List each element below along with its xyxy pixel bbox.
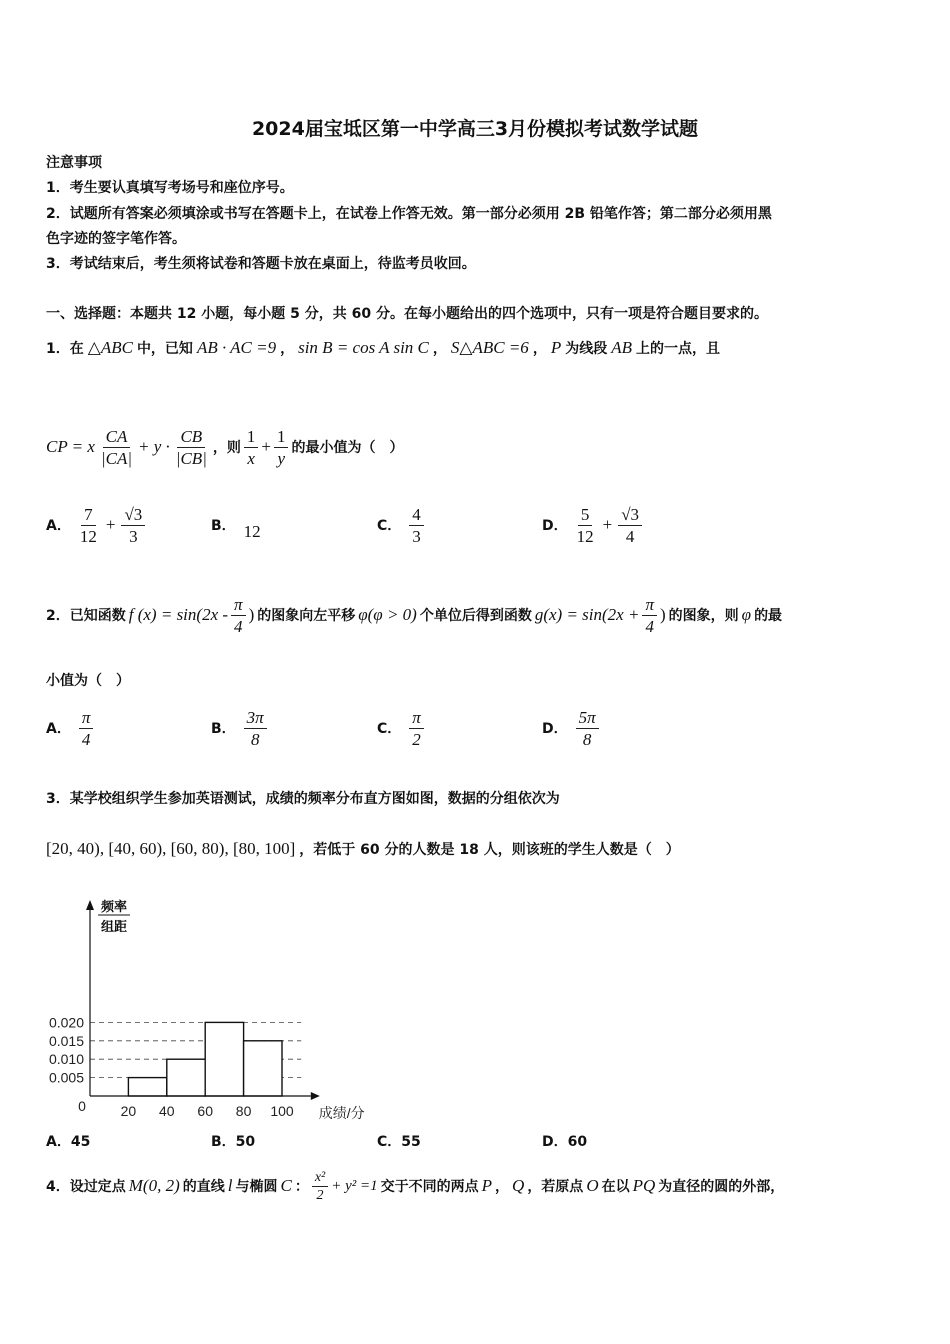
q1-unit-cb: $\frac{CB}{|CB|}$ (175, 426, 207, 468)
x-tick-label-40: 40 (159, 1103, 175, 1119)
q4-line-l: l (227, 1176, 233, 1195)
q1-option-a[interactable]: A． $\frac{7}{12}$ + $\frac{√3}{3}$ (46, 500, 145, 550)
q2-pi-over-4-b: $\frac{\pi}{4}$ (642, 594, 657, 637)
q1-text-5: 的最小值为（ ） (291, 440, 404, 456)
q4-text-2: 与椭圆 (235, 1179, 278, 1195)
q2-stem-line2: 小值为（ ） (46, 673, 130, 689)
q4-point-q: Q (512, 1176, 525, 1195)
q1-plus-y: + y · (138, 437, 170, 456)
notice-item-2: 2．试题所有答案必须填涂或书写在答题卡上，在试卷上作答无效。第一部分必须用 2B 铅笔作答；第二部分必须用黑 (46, 206, 772, 222)
q1-sine-relation: sin B = cos A sin C (298, 338, 429, 357)
y-tick-label-0.005: 0.005 (48, 1069, 84, 1086)
q4-ellipse-c: C (280, 1176, 292, 1195)
y-tick-label-0.015: 0.015 (48, 1032, 84, 1049)
q2-number: 2．已知函数 (46, 608, 126, 624)
q1-area: S△ABC =6 (450, 338, 529, 357)
q4-text-5: 在以 (601, 1179, 630, 1195)
q3-option-a[interactable]: A．45 (46, 1134, 91, 1150)
q3-text-2: ，若低于 60 分的人数是 18 人，则该班的学生人数是（ ） (299, 842, 680, 858)
q2-pi-over-4-a: $\frac{\pi}{4}$ (231, 594, 246, 637)
q4-segment-pq: PQ (632, 1176, 656, 1195)
q2-option-d[interactable]: D． $\frac{5\pi}{8}$ (542, 704, 599, 752)
q2-option-c[interactable]: C． $\frac{\pi}{2}$ (377, 704, 424, 752)
notice-heading: 注意事项 (46, 155, 102, 171)
y-tick-label-0.020: 0.020 (48, 1014, 84, 1031)
x-axis-arrow (311, 1092, 320, 1100)
x-tick-label-60: 60 (197, 1103, 213, 1119)
q1-point-p: P (550, 338, 562, 357)
q2-text-2: 个单位后得到函数 (419, 608, 532, 624)
q4-point-p: P (481, 1176, 493, 1195)
q4-point-m: M(0, 2) (128, 1176, 180, 1195)
bar-80-100 (244, 1041, 282, 1096)
q4-stem-line1: 4．设过定点 M(0, 2) 的直线 l 与椭圆 C ： $\frac{\text{x²}}{2}$ + y² =1 交于不同的两点 P ， Q ，若原点 O 在以 PQ 为直径的圆的外部， (46, 1169, 785, 1203)
q1-text-4: ，则 (212, 440, 241, 456)
x-tick-label-100: 100 (270, 1103, 294, 1119)
origin-label: 0 (78, 1098, 86, 1114)
q1-dot-product: AB · AC =9 (196, 338, 277, 357)
q2-text-3: 的图象，则 (668, 608, 739, 624)
q3-option-c[interactable]: C．55 (377, 1134, 421, 1150)
q2-f-expr: f (x) = sin(2x - (128, 605, 229, 624)
q2-phi-condition: φ(φ > 0) (358, 605, 417, 624)
q4-origin-o: O (586, 1176, 599, 1195)
q1-unit-ca: $\frac{CA}{|CA|}$ (100, 426, 133, 468)
q4-number: 4．设过定点 (46, 1179, 126, 1195)
q1-recip-y: $\frac{1}{y}$ (274, 426, 289, 469)
q2-stem-line1: 2．已知函数 f (x) = sin(2x - $\frac{\pi}{4}$ ) 的图象向左平移 φ(φ > 0) 个单位后得到函数 g(x) = sin(2x + $\frac{\pi}{4}$ ) 的图象，则 φ 的最 (46, 594, 783, 636)
q1-option-b[interactable]: B． 12 (211, 518, 261, 541)
q1-cp-expr: CP = x (46, 437, 95, 456)
q4-y-term: + y² =1 (331, 1177, 378, 1194)
q2-option-b[interactable]: B． $\frac{3\pi}{8}$ (211, 704, 267, 752)
q3-stem-line2 (46, 834, 680, 864)
q4-text-1: 的直线 (182, 1179, 225, 1195)
q1-number: 1．在 (46, 341, 84, 357)
section-heading: 一、选择题：本题共 12 小题，每小题 5 分，共 60 分。在每小题给出的四个选项中，只有一项是符合题目要求的。 (46, 306, 768, 322)
y-tick-label-0.010: 0.010 (48, 1051, 84, 1068)
q1-text-2: 为线段 (565, 341, 608, 357)
q1-triangle: △ABC (87, 338, 133, 357)
q1-text-1: 中，已知 (136, 341, 193, 357)
q2-phi: φ (741, 605, 752, 624)
q4-text-4: ，若原点 (527, 1179, 584, 1195)
q3-stem-line1: 3．某学校组织学生参加英语测试，成绩的频率分布直方图如图，数据的分组依次为 (46, 791, 560, 807)
q2-text-1: 的图象向左平移 (257, 608, 356, 624)
q1-stem-line2: CP = x $\frac{CA}{|CA|}$ + y · $\frac{CB}{|CB|}$ ，则 $\frac{1}{x}$ + $\frac{1}{y}$ 的最小值为（ ） (46, 426, 404, 468)
x-axis-title: 成绩/分 (318, 1105, 365, 1120)
q1-text-3: 上的一点，且 (635, 341, 720, 357)
y-axis-title-bottom: 组距 (100, 919, 128, 934)
page-title: 2024届宝坻区第一中学高三3月份模拟考试数学试题 (251, 118, 699, 140)
frequency-histogram (40, 890, 380, 1120)
bar-60-80 (205, 1022, 243, 1096)
q1-segment-ab: AB (611, 338, 632, 357)
q1-option-c[interactable]: C． $\frac{4}{3}$ (377, 500, 424, 550)
q1-stem-line1: 1．在 △ABC 中，已知 AB · AC =9 ， sin B = cos A sin C ， S△ABC =6 ， P 为线段 AB 上的一点，且 (46, 338, 720, 357)
notice-item-1: 1．考生要认真填写考场号和座位序号。 (46, 180, 294, 196)
q3-option-d[interactable]: D．60 (542, 1134, 588, 1150)
q1-option-d[interactable]: D． $\frac{5}{12}$ + $\frac{√3}{4}$ (542, 500, 642, 550)
y-axis-title-top: 频率 (100, 899, 128, 914)
q1-recip-x: $\frac{1}{x}$ (244, 426, 259, 469)
q3-option-b[interactable]: B．50 (211, 1134, 256, 1150)
bar-20-40 (128, 1078, 166, 1096)
q4-text-6: 为直径的圆的外部， (658, 1179, 785, 1195)
bar-40-60 (167, 1059, 205, 1096)
notice-item-2-cont: 色字迹的签字笔作答。 (46, 231, 186, 247)
q4-text-3: 交于不同的两点 (380, 1179, 479, 1195)
x-tick-label-80: 80 (235, 1103, 252, 1119)
q4-x-squared-over-2: $\frac{\text{x²}}{2}$ (312, 1169, 328, 1204)
q2-option-a[interactable]: A． $\frac{\pi}{4}$ (46, 704, 93, 752)
q2-g-expr: g(x) = sin(2x + (534, 605, 640, 624)
q3-groups: [20, 40), [40, 60), [60, 80), [80, 100] (46, 839, 296, 858)
q2-text-4: 的最 (754, 608, 783, 624)
notice-item-3: 3．考试结束后，考生须将试卷和答题卡放在桌面上，待监考员收回。 (46, 256, 476, 272)
x-tick-label-20: 20 (120, 1103, 137, 1119)
y-axis-arrow (86, 900, 94, 910)
